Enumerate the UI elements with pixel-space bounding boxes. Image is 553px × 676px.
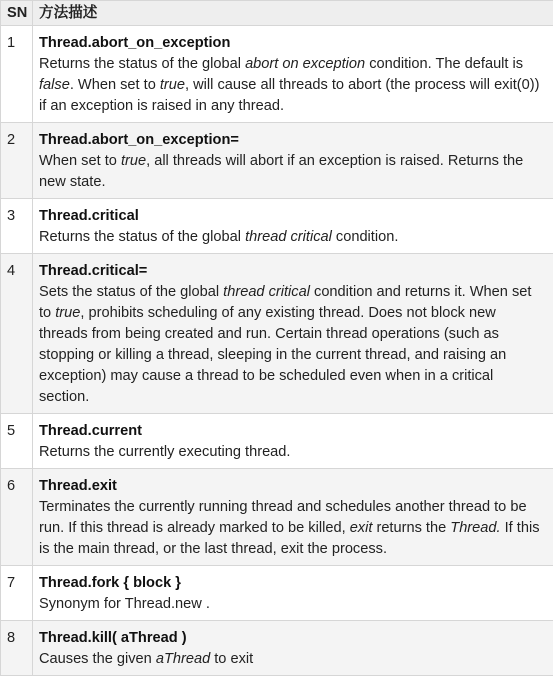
- description-emphasis: true: [121, 153, 146, 169]
- description-text: Synonym for Thread.new .: [39, 596, 210, 612]
- description-column-header: 方法描述: [33, 1, 553, 26]
- description-emphasis: abort on exception: [245, 56, 365, 72]
- description-text: Causes the given: [39, 651, 156, 667]
- method-name: Thread.fork { block }: [39, 573, 547, 594]
- method-cell: [33, 566, 553, 621]
- description-emphasis: false: [39, 77, 70, 93]
- method-description: [39, 151, 547, 193]
- description-text: to exit: [210, 651, 253, 667]
- description-emphasis: thread critical: [223, 284, 310, 300]
- description-text: Returns the status of the global: [39, 56, 245, 72]
- table-row: [1, 199, 553, 254]
- method-description: [39, 649, 547, 670]
- method-description: [39, 594, 547, 615]
- method-name: Thread.current: [39, 421, 547, 442]
- table-row: [1, 566, 553, 621]
- description-emphasis: aThread: [156, 651, 210, 667]
- method-description: [39, 54, 547, 117]
- description-text: Returns the currently executing thread.: [39, 444, 290, 460]
- row-number: 1: [1, 26, 33, 123]
- method-cell: [33, 26, 553, 123]
- method-cell: [33, 123, 553, 199]
- method-name: Thread.kill( aThread ): [39, 628, 547, 649]
- description-text: Returns the status of the global: [39, 229, 245, 245]
- table-row: [1, 123, 553, 199]
- description-emphasis: Thread.: [450, 520, 500, 536]
- table-row: [1, 469, 553, 566]
- description-text: , prohibits scheduling of any existing thread. Does not block new threads from being created and run. Certain thread operations (such as stopping or killing a thread, sleeping in the current thread, and raising an exception) may cause a thread to be scheduled even when in a critical section.: [39, 305, 506, 405]
- method-cell: [33, 469, 553, 566]
- method-description: [39, 442, 547, 463]
- table-row: [1, 414, 553, 469]
- method-cell: [33, 199, 553, 254]
- description-text: condition and returns it. When set to: [39, 284, 531, 321]
- description-text: Sets the status of the global: [39, 284, 223, 300]
- method-name: Thread.critical: [39, 206, 547, 227]
- description-text: condition.: [332, 229, 399, 245]
- table-row: [1, 254, 553, 414]
- description-emphasis: true: [55, 305, 80, 321]
- description-text: returns the: [372, 520, 450, 536]
- description-text: , all threads will abort if an exception is raised. Returns the new state.: [39, 153, 523, 190]
- description-emphasis: true: [160, 77, 185, 93]
- row-number: 5: [1, 414, 33, 469]
- sn-column-header: SN: [1, 1, 33, 26]
- row-number: 2: [1, 123, 33, 199]
- description-text: . When set to: [70, 77, 160, 93]
- row-number: 6: [1, 469, 33, 566]
- description-emphasis: exit: [350, 520, 373, 536]
- method-name: Thread.abort_on_exception: [39, 33, 547, 54]
- method-description: [39, 227, 547, 248]
- method-name: Thread.critical=: [39, 261, 547, 282]
- row-number: 7: [1, 566, 33, 621]
- row-number: 4: [1, 254, 33, 414]
- table-body: [1, 26, 553, 676]
- method-cell: [33, 254, 553, 414]
- row-number: 3: [1, 199, 33, 254]
- description-text: If this is the main thread, or the last thread, exit the process.: [39, 520, 540, 557]
- table-row: [1, 26, 553, 123]
- method-description: [39, 497, 547, 560]
- method-name: Thread.abort_on_exception=: [39, 130, 547, 151]
- description-emphasis: thread critical: [245, 229, 332, 245]
- row-number: 8: [1, 621, 33, 676]
- method-name: Thread.exit: [39, 476, 547, 497]
- description-text: When set to: [39, 153, 121, 169]
- method-description: [39, 282, 547, 408]
- table-row: [1, 621, 553, 676]
- method-cell: [33, 414, 553, 469]
- method-cell: [33, 621, 553, 676]
- description-text: Terminates the currently running thread and schedules another thread to be run. If this thread is already marked to be killed,: [39, 499, 527, 536]
- description-text: condition. The default is: [365, 56, 523, 72]
- description-text: , will cause all threads to abort (the process will exit(0)) if an exception is raised in any thread.: [39, 77, 539, 114]
- table-header-row: [1, 1, 553, 26]
